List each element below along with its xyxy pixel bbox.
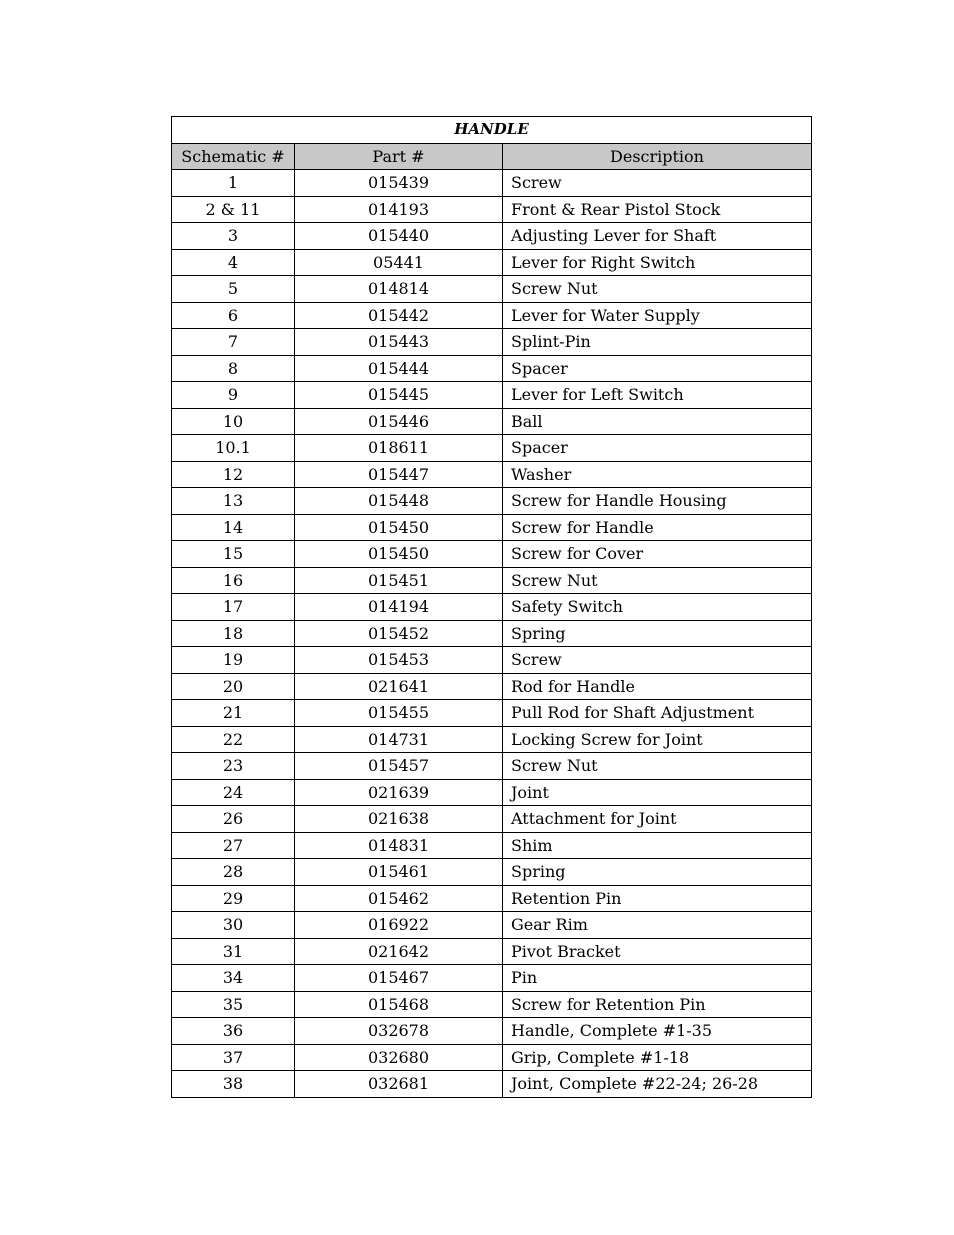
table-header-row (172, 143, 812, 170)
header-description: Description (503, 143, 812, 170)
table-row (172, 249, 812, 276)
table-row (172, 488, 812, 515)
table-row (172, 965, 812, 992)
cell-part-number: 015450 (295, 541, 503, 568)
table-title: HANDLE (172, 117, 812, 144)
cell-description: Pivot Bracket (503, 938, 812, 965)
cell-schematic: 5 (172, 276, 295, 303)
cell-part-number: 014194 (295, 594, 503, 621)
cell-description: Locking Screw for Joint (503, 726, 812, 753)
table-row (172, 355, 812, 382)
table-row (172, 302, 812, 329)
table-row (172, 461, 812, 488)
cell-description: Attachment for Joint (503, 806, 812, 833)
cell-part-number: 015461 (295, 859, 503, 886)
cell-description: Screw for Retention Pin (503, 991, 812, 1018)
cell-description: Lever for Right Switch (503, 249, 812, 276)
cell-schematic: 12 (172, 461, 295, 488)
cell-schematic: 10.1 (172, 435, 295, 462)
cell-schematic: 26 (172, 806, 295, 833)
cell-description: Splint-Pin (503, 329, 812, 356)
cell-part-number: 015446 (295, 408, 503, 435)
cell-description: Spacer (503, 355, 812, 382)
table-row (172, 223, 812, 250)
cell-description: Gear Rim (503, 912, 812, 939)
cell-description: Spring (503, 859, 812, 886)
table-row (172, 779, 812, 806)
table-row (172, 912, 812, 939)
cell-description: Rod for Handle (503, 673, 812, 700)
table-row (172, 991, 812, 1018)
cell-description: Adjusting Lever for Shaft (503, 223, 812, 250)
cell-schematic: 20 (172, 673, 295, 700)
cell-schematic: 29 (172, 885, 295, 912)
table-row (172, 620, 812, 647)
cell-schematic: 16 (172, 567, 295, 594)
cell-description: Spring (503, 620, 812, 647)
cell-description: Screw for Cover (503, 541, 812, 568)
header-schematic: Schematic # (172, 143, 295, 170)
table-title-row (172, 117, 812, 144)
cell-description: Lever for Water Supply (503, 302, 812, 329)
table-row (172, 700, 812, 727)
table-row (172, 514, 812, 541)
cell-schematic: 6 (172, 302, 295, 329)
cell-schematic: 34 (172, 965, 295, 992)
cell-part-number: 015468 (295, 991, 503, 1018)
cell-description: Screw for Handle Housing (503, 488, 812, 515)
cell-part-number: 015439 (295, 170, 503, 197)
table-row (172, 1044, 812, 1071)
table-row (172, 806, 812, 833)
table-row (172, 673, 812, 700)
cell-schematic: 9 (172, 382, 295, 409)
table-row (172, 196, 812, 223)
cell-part-number: 014814 (295, 276, 503, 303)
cell-schematic: 13 (172, 488, 295, 515)
cell-description: Screw (503, 647, 812, 674)
cell-schematic: 14 (172, 514, 295, 541)
cell-description: Joint, Complete #22-24; 26-28 (503, 1071, 812, 1098)
cell-schematic: 4 (172, 249, 295, 276)
table-row (172, 329, 812, 356)
cell-part-number: 015467 (295, 965, 503, 992)
table-row (172, 408, 812, 435)
table-row (172, 753, 812, 780)
cell-description: Screw Nut (503, 753, 812, 780)
table-row (172, 435, 812, 462)
cell-part-number: 015450 (295, 514, 503, 541)
cell-description: Retention Pin (503, 885, 812, 912)
cell-part-number: 015442 (295, 302, 503, 329)
cell-schematic: 36 (172, 1018, 295, 1045)
cell-part-number: 014731 (295, 726, 503, 753)
cell-part-number: 014193 (295, 196, 503, 223)
cell-description: Screw Nut (503, 567, 812, 594)
cell-part-number: 032680 (295, 1044, 503, 1071)
cell-description: Safety Switch (503, 594, 812, 621)
table-row (172, 1018, 812, 1045)
cell-part-number: 015447 (295, 461, 503, 488)
cell-part-number: 015453 (295, 647, 503, 674)
cell-schematic: 10 (172, 408, 295, 435)
cell-part-number: 05441 (295, 249, 503, 276)
cell-part-number: 015443 (295, 329, 503, 356)
cell-schematic: 37 (172, 1044, 295, 1071)
table-row (172, 938, 812, 965)
cell-description: Pin (503, 965, 812, 992)
cell-part-number: 021642 (295, 938, 503, 965)
cell-description: Front & Rear Pistol Stock (503, 196, 812, 223)
cell-description: Lever for Left Switch (503, 382, 812, 409)
cell-description: Shim (503, 832, 812, 859)
cell-schematic: 21 (172, 700, 295, 727)
header-part: Part # (295, 143, 503, 170)
cell-part-number: 021641 (295, 673, 503, 700)
table-row (172, 1071, 812, 1098)
cell-part-number: 021639 (295, 779, 503, 806)
cell-part-number: 021638 (295, 806, 503, 833)
table-body (172, 170, 812, 1098)
cell-schematic: 35 (172, 991, 295, 1018)
cell-schematic: 7 (172, 329, 295, 356)
cell-schematic: 22 (172, 726, 295, 753)
cell-schematic: 3 (172, 223, 295, 250)
cell-schematic: 30 (172, 912, 295, 939)
table-row (172, 859, 812, 886)
cell-part-number: 015457 (295, 753, 503, 780)
cell-schematic: 23 (172, 753, 295, 780)
table-row (172, 541, 812, 568)
table-row (172, 594, 812, 621)
cell-part-number: 018611 (295, 435, 503, 462)
cell-part-number: 016922 (295, 912, 503, 939)
table-row (172, 885, 812, 912)
cell-description: Spacer (503, 435, 812, 462)
cell-part-number: 015455 (295, 700, 503, 727)
table-row (172, 276, 812, 303)
cell-description: Joint (503, 779, 812, 806)
cell-schematic: 24 (172, 779, 295, 806)
cell-schematic: 1 (172, 170, 295, 197)
cell-description: Washer (503, 461, 812, 488)
cell-schematic: 19 (172, 647, 295, 674)
cell-schematic: 27 (172, 832, 295, 859)
table-row (172, 382, 812, 409)
cell-part-number: 015445 (295, 382, 503, 409)
cell-description: Pull Rod for Shaft Adjustment (503, 700, 812, 727)
cell-schematic: 28 (172, 859, 295, 886)
cell-schematic: 17 (172, 594, 295, 621)
cell-schematic: 2 & 11 (172, 196, 295, 223)
cell-part-number: 015444 (295, 355, 503, 382)
cell-part-number: 015462 (295, 885, 503, 912)
table-row (172, 832, 812, 859)
cell-part-number: 015452 (295, 620, 503, 647)
table-row (172, 170, 812, 197)
cell-part-number: 015440 (295, 223, 503, 250)
cell-description: Screw for Handle (503, 514, 812, 541)
parts-table (171, 116, 812, 1098)
cell-part-number: 015448 (295, 488, 503, 515)
cell-schematic: 18 (172, 620, 295, 647)
cell-schematic: 8 (172, 355, 295, 382)
cell-description: Ball (503, 408, 812, 435)
cell-description: Screw Nut (503, 276, 812, 303)
table-row (172, 567, 812, 594)
table-row (172, 647, 812, 674)
cell-description: Handle, Complete #1-35 (503, 1018, 812, 1045)
cell-part-number: 014831 (295, 832, 503, 859)
cell-schematic: 15 (172, 541, 295, 568)
cell-schematic: 31 (172, 938, 295, 965)
cell-schematic: 38 (172, 1071, 295, 1098)
cell-description: Screw (503, 170, 812, 197)
cell-description: Grip, Complete #1-18 (503, 1044, 812, 1071)
table-row (172, 726, 812, 753)
cell-part-number: 032678 (295, 1018, 503, 1045)
cell-part-number: 015451 (295, 567, 503, 594)
cell-part-number: 032681 (295, 1071, 503, 1098)
